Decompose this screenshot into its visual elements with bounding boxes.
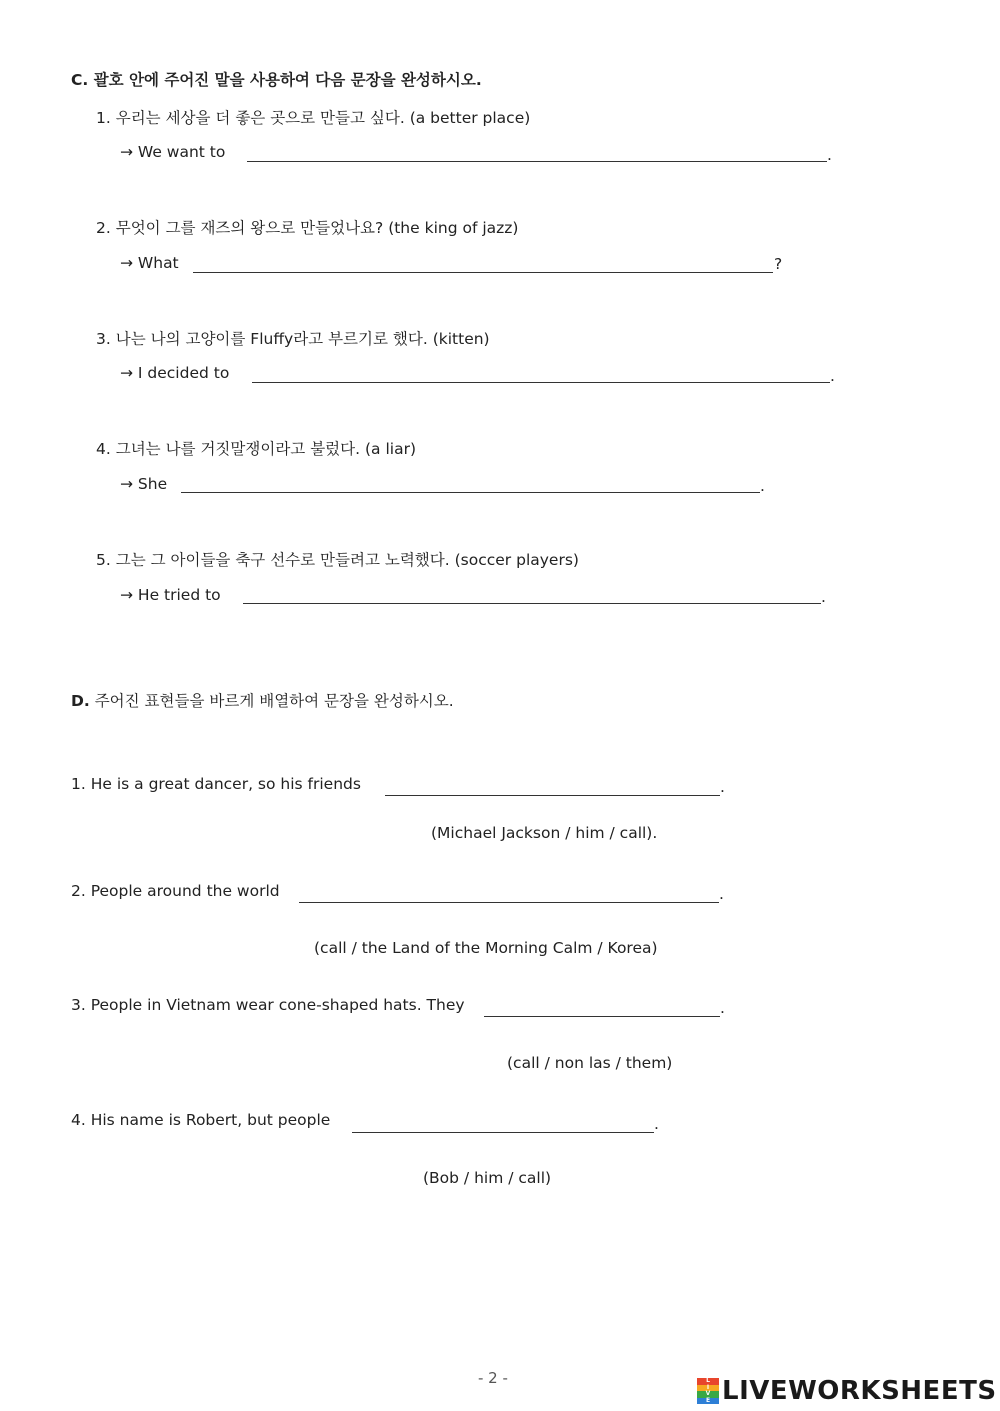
c-item-hint: (a liar) bbox=[364, 440, 416, 458]
section-d-instruction: 주어진 표현들을 바르게 배열하여 문장을 완성하시오. bbox=[94, 692, 454, 710]
c-item-1-answer-line[interactable] bbox=[247, 161, 827, 162]
c-item-2-end: ? bbox=[774, 255, 783, 273]
c-item-korean: 무엇이 그를 재즈의 왕으로 만들었나요? bbox=[115, 219, 384, 237]
c-item-4-question bbox=[96, 437, 416, 459]
badge-letter: V bbox=[697, 1391, 719, 1398]
d-item-2-answer-line[interactable] bbox=[299, 902, 719, 903]
c-item-number: 2. bbox=[96, 219, 111, 237]
d-item-3-end: . bbox=[720, 999, 725, 1017]
c-item-2-prompt: → What bbox=[120, 254, 179, 272]
liveworksheets-brand-text: LIVEWORKSHEETS bbox=[722, 1376, 997, 1406]
c-item-korean: 나는 나의 고양이를 Fluffy라고 부르기로 했다. bbox=[115, 330, 428, 348]
d-item-1-answer-line[interactable] bbox=[385, 795, 720, 796]
d-item-4-words: (Bob / him / call) bbox=[423, 1169, 552, 1187]
section-d-letter: D. bbox=[71, 692, 90, 710]
d-item-1-sentence: 1. He is a great dancer, so his friends bbox=[71, 775, 361, 793]
c-item-2-answer-line[interactable] bbox=[193, 272, 773, 273]
c-item-hint: (soccer players) bbox=[454, 551, 579, 569]
c-item-3-answer-line[interactable] bbox=[252, 382, 830, 383]
liveworksheets-badge-icon bbox=[697, 1378, 719, 1404]
c-item-4-prompt: → She bbox=[120, 475, 168, 493]
c-item-korean: 그녀는 나를 거짓말쟁이라고 불렀다. bbox=[115, 440, 361, 458]
c-item-3-end: . bbox=[830, 367, 835, 385]
d-item-1-end: . bbox=[720, 778, 725, 796]
section-d-title bbox=[71, 689, 454, 711]
badge-letter: I bbox=[697, 1385, 719, 1392]
d-item-3-answer-line[interactable] bbox=[484, 1016, 720, 1017]
c-item-3-question bbox=[96, 327, 490, 349]
c-item-1-question bbox=[96, 106, 530, 128]
c-item-hint: (the king of jazz) bbox=[388, 219, 519, 237]
c-item-5-question bbox=[96, 548, 579, 570]
c-item-4-end: . bbox=[760, 477, 765, 495]
c-item-number: 3. bbox=[96, 330, 111, 348]
c-item-2-question bbox=[96, 216, 518, 238]
c-item-hint: (kitten) bbox=[432, 330, 490, 348]
badge-letter: E bbox=[697, 1398, 719, 1405]
page-number: - 2 - bbox=[478, 1369, 508, 1387]
c-item-5-answer-line[interactable] bbox=[243, 603, 821, 604]
c-item-number: 1. bbox=[96, 109, 111, 127]
c-item-korean: 그는 그 아이들을 축구 선수로 만들려고 노력했다. bbox=[115, 551, 450, 569]
c-item-4-answer-line[interactable] bbox=[181, 492, 760, 493]
d-item-4-answer-line[interactable] bbox=[352, 1132, 654, 1133]
d-item-4-end: . bbox=[654, 1115, 659, 1133]
c-item-1-prompt: → We want to bbox=[120, 143, 226, 161]
c-item-korean: 우리는 세상을 더 좋은 곳으로 만들고 싶다. bbox=[115, 109, 405, 127]
section-c-title bbox=[71, 68, 482, 90]
c-item-5-end: . bbox=[821, 588, 826, 606]
badge-letter: L bbox=[697, 1378, 719, 1385]
c-item-5-prompt: → He tried to bbox=[120, 586, 221, 604]
d-item-3-words: (call / non las / them) bbox=[507, 1054, 673, 1072]
section-c-instruction: 괄호 안에 주어진 말을 사용하여 다음 문장을 완성하시오. bbox=[93, 71, 482, 89]
d-item-4-sentence: 4. His name is Robert, but people bbox=[71, 1111, 331, 1129]
d-item-3-sentence: 3. People in Vietnam wear cone-shaped hats. They bbox=[71, 996, 465, 1014]
c-item-number: 4. bbox=[96, 440, 111, 458]
liveworksheets-logo[interactable] bbox=[697, 1376, 997, 1406]
c-item-number: 5. bbox=[96, 551, 111, 569]
d-item-2-words: (call / the Land of the Morning Calm / Korea) bbox=[314, 939, 658, 957]
c-item-3-prompt: → I decided to bbox=[120, 364, 230, 382]
c-item-1-end: . bbox=[827, 146, 832, 164]
d-item-2-sentence: 2. People around the world bbox=[71, 882, 280, 900]
c-item-hint: (a better place) bbox=[409, 109, 531, 127]
d-item-1-words: (Michael Jackson / him / call). bbox=[431, 824, 658, 842]
section-c-letter: C. bbox=[71, 71, 89, 89]
d-item-2-end: . bbox=[719, 885, 724, 903]
